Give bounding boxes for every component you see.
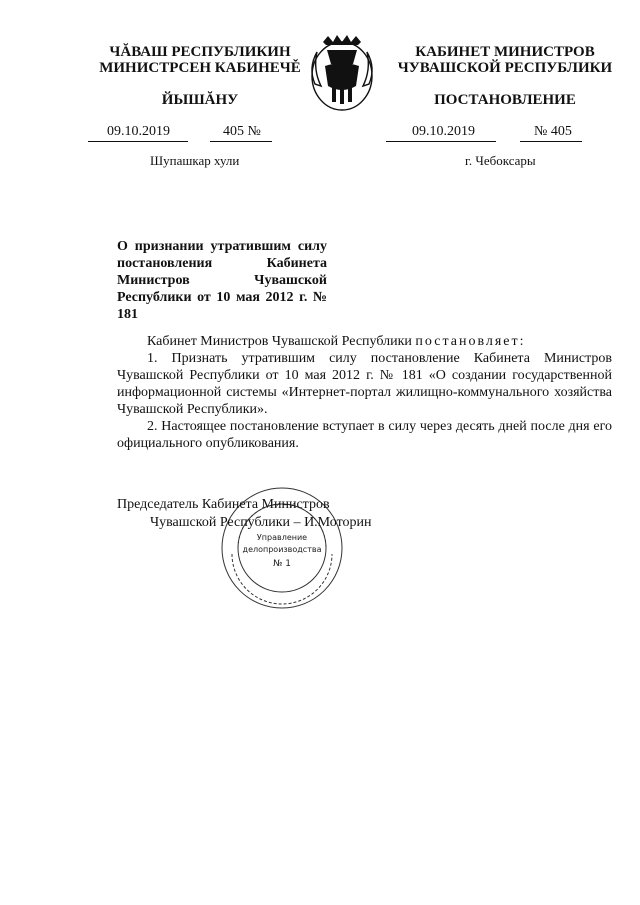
body-intro (117, 333, 612, 350)
right-header-line2: ЧУВАШСКОЙ РЕСПУБЛИКИ (397, 60, 613, 76)
left-header (95, 44, 305, 76)
right-place: г. Чебоксары (465, 153, 536, 168)
stamp-line1: Управление (256, 533, 308, 542)
document-body (117, 333, 612, 452)
right-header (390, 44, 620, 76)
right-date-underline (386, 140, 496, 142)
left-number-underline (210, 140, 272, 142)
left-date: 09.10.2019 (107, 124, 170, 139)
right-header-line1: КАБИНЕТ МИНИСТРОВ (415, 44, 595, 60)
body-item-2: 2. Настоящее постановление вступает в силу через десять дней после дня его официального опубликования. (117, 419, 612, 451)
signature-line2 (150, 515, 372, 531)
right-date: 09.10.2019 (412, 124, 475, 139)
right-number-underline (520, 140, 582, 142)
signature-republic: Чувашской Республики (150, 515, 291, 530)
left-header-line1: ЧĂВАШ РЕСПУБЛИКИН (109, 44, 291, 60)
signature-dash: – (293, 515, 301, 530)
body-intro-text: Кабинет Министров Чувашской Республики (147, 334, 412, 349)
signature-name: И.Моторин (304, 515, 372, 530)
body-item-1: 1. Признать утратившим силу постановление Кабинета Министров Чувашской Республики от 10 мая 2012 г. № 181 «О создании государственной информационной системы «Интернет-портал жилищно-коммунального хозяйства Чувашской Республики». (117, 351, 612, 417)
body-intro-verb: постановляет: (415, 334, 526, 349)
left-place: Шупашкар хули (150, 153, 240, 168)
right-number: № 405 (534, 124, 572, 139)
left-doc-type: ЙЫШĂНУ (161, 92, 239, 108)
signature-line1: Председатель Кабинета Министров (117, 497, 330, 512)
stamp-line2: делопроизводства (242, 545, 322, 554)
coat-of-arms-emblem (303, 26, 381, 118)
document-title: О признании утратившим силу постановления Кабинета Министров Чувашской Республики от 10 мая 2012 г. № 181 (117, 239, 327, 322)
left-date-underline (88, 140, 188, 142)
right-doc-type: ПОСТАНОВЛЕНИЕ (434, 92, 576, 108)
stamp-line3: № 1 (273, 559, 291, 569)
left-header-line2: МИНИСТРСЕН КАБИНЕЧĚ (99, 60, 301, 76)
left-number: 405 № (223, 124, 261, 139)
